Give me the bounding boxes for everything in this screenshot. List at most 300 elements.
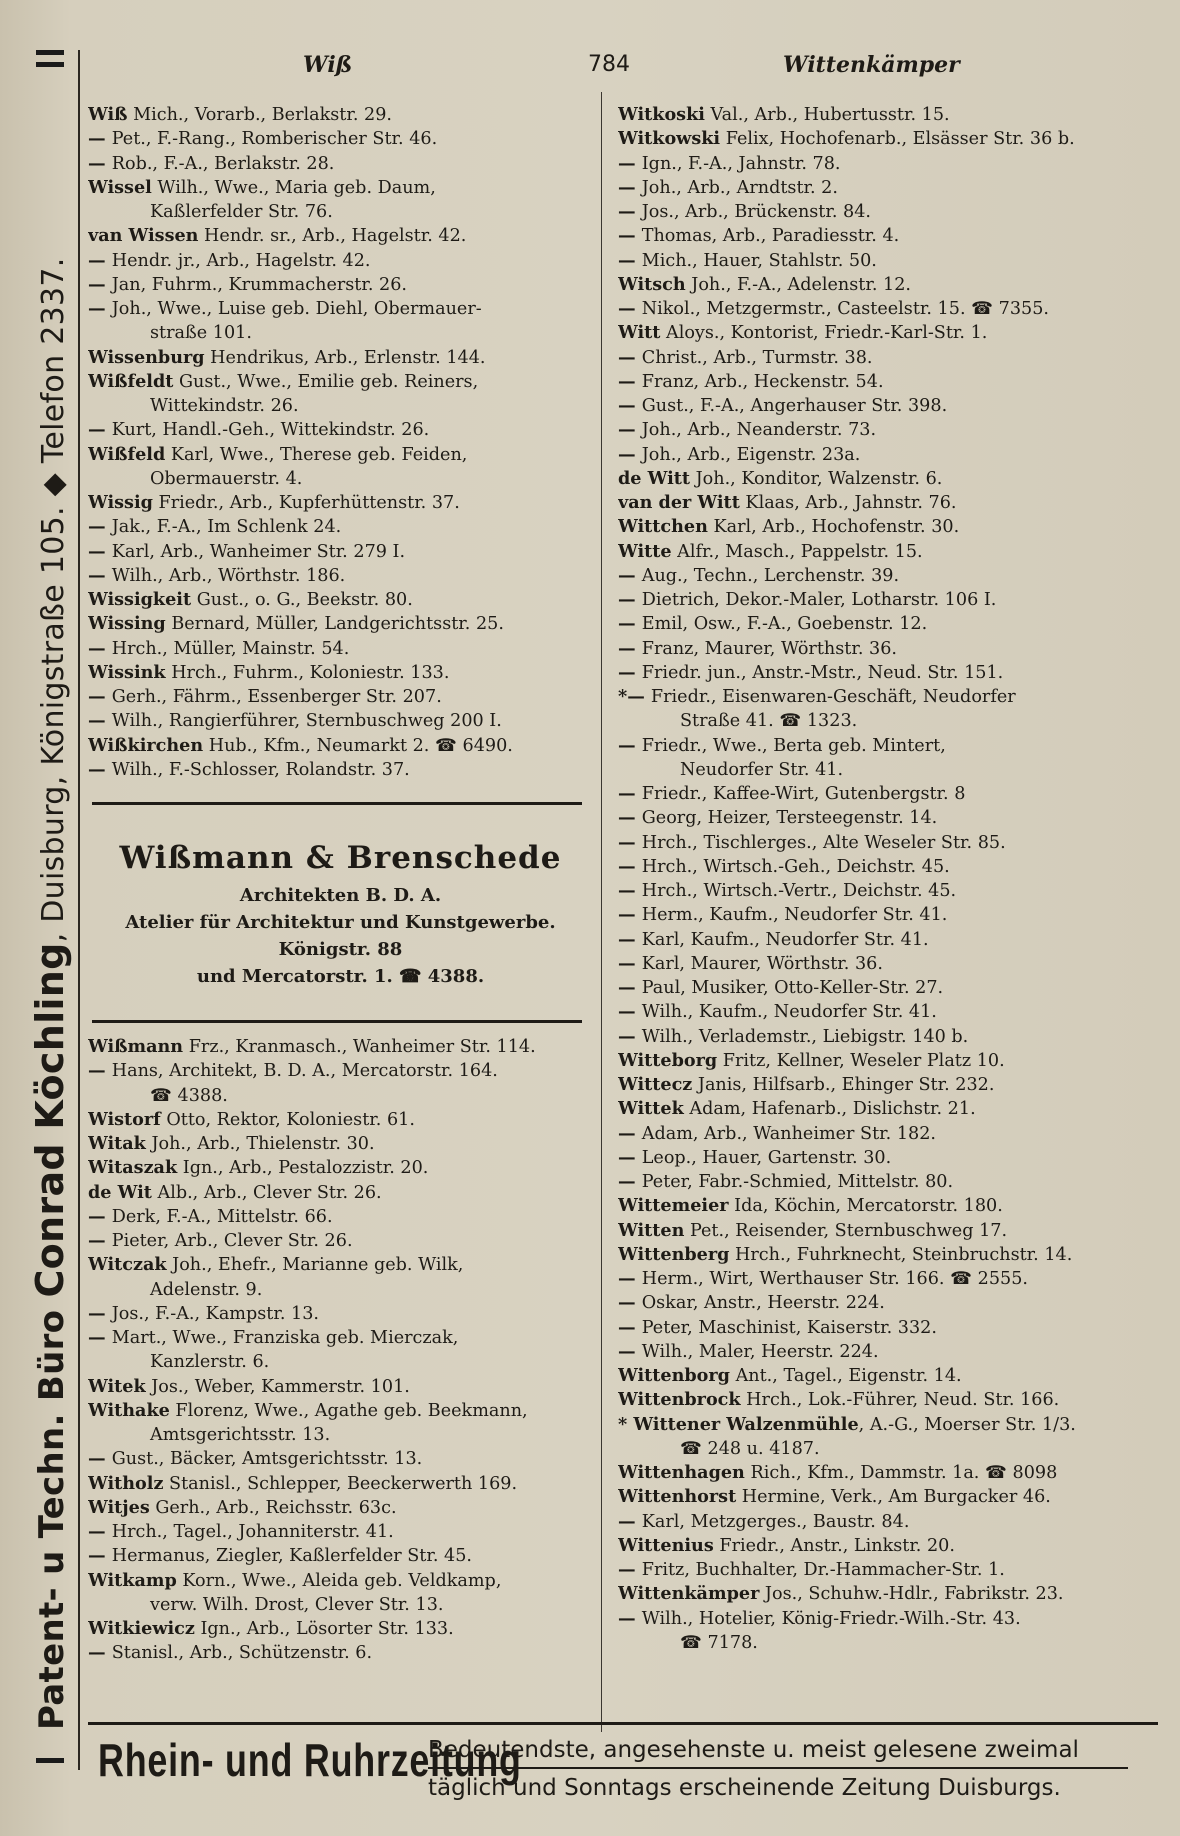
entry-surname: Witaszak: [88, 1157, 178, 1179]
entry-surname: —: [88, 419, 112, 441]
directory-entry: [618, 976, 1158, 1000]
directory-entry: [88, 152, 593, 176]
directory-entry: [618, 152, 1158, 176]
entry-surname: —: [618, 1316, 642, 1338]
directory-entry: [618, 952, 1158, 976]
entry-surname: —: [618, 1171, 642, 1192]
directory-entry-continuation: [88, 1084, 593, 1108]
directory-entry: [88, 612, 593, 636]
entry-details: Hrch., Tagel., Johanniterstr. 41.: [111, 1522, 394, 1542]
column-divider: [601, 92, 602, 1732]
entry-details: Paul, Musiker, Otto-Keller-Str. 27.: [641, 978, 944, 998]
directory-entry: [618, 1364, 1158, 1388]
entry-surname: Wissink: [88, 661, 166, 683]
entry-details: Adelenstr. 9.: [150, 1279, 263, 1300]
entry-surname: —: [618, 1292, 642, 1314]
left-column: [88, 103, 593, 1666]
right-entries: [618, 103, 1158, 1655]
ad-line: Atelier für Architektur und Kunstgewerbe.: [125, 911, 556, 933]
entry-surname: —: [618, 637, 642, 659]
entry-surname: Wißfeldt: [88, 370, 174, 392]
left-entries-bottom: [88, 1035, 593, 1666]
directory-entry: [618, 1170, 1158, 1194]
entry-details: Obermauerstr. 4.: [150, 468, 303, 489]
directory-entry-continuation: [88, 394, 593, 418]
entry-surname: Witkoski: [618, 104, 705, 125]
directory-entry: [88, 103, 593, 127]
entry-details: Stanisl., Schlepper, Beeckerwerth 169.: [163, 1473, 518, 1494]
directory-entry: [618, 734, 1158, 758]
sidebar-ad-text: [28, 257, 72, 1730]
sidebar-divider: [78, 50, 80, 1770]
directory-entry: [88, 1520, 593, 1544]
entry-surname: —: [618, 249, 642, 271]
entry-surname: —: [618, 807, 642, 829]
entry-surname: Wißfeld: [88, 443, 166, 465]
entry-details: Wilh., Arb., Wörthstr. 186.: [111, 565, 346, 586]
directory-entry: [88, 176, 593, 200]
entry-details: Hrch., Fuhrm., Koloniestr. 133.: [165, 662, 450, 683]
entry-details: Thomas, Arb., Paradiesstr. 4.: [641, 226, 900, 247]
entry-details: Straße 41. ☎ 1323.: [680, 711, 858, 732]
entry-details: Hrch., Wirtsch.-Geh., Deichstr. 45.: [641, 856, 950, 877]
newspaper-description: [428, 1733, 1128, 1805]
directory-entry-continuation: [88, 200, 593, 224]
directory-entry: [618, 806, 1158, 830]
entry-surname: —: [618, 419, 642, 441]
entry-details: Hrch., Tischlerges., Alte Weseler Str. 85.: [641, 832, 1006, 853]
entry-surname: —: [88, 128, 112, 150]
directory-entry: [618, 612, 1158, 636]
directory-entry: [88, 1253, 593, 1277]
directory-entry-continuation: [618, 709, 1158, 733]
entry-surname: —: [618, 1122, 642, 1144]
directory-entry: [88, 249, 593, 273]
entry-surname: Witte: [618, 540, 672, 562]
directory-entry: [618, 1388, 1158, 1412]
sidebar-ad-part1: Patent- u Techn. Büro: [32, 1297, 72, 1730]
entry-details: Friedr., Wwe., Berta geb. Mintert,: [641, 735, 946, 756]
directory-entry: [618, 1073, 1158, 1097]
entry-surname: —: [618, 1340, 642, 1362]
directory-entry: [88, 1641, 593, 1665]
directory-entry: [618, 1146, 1158, 1170]
entry-surname: Wittenius: [618, 1534, 714, 1556]
directory-entry: [88, 1108, 593, 1132]
entry-details: Hrch., Wirtsch.-Vertr., Deichstr. 45.: [641, 881, 957, 901]
directory-entry: [618, 1267, 1158, 1291]
entry-surname: Wissing: [88, 613, 166, 635]
entry-details: Franz, Maurer, Wörthstr. 36.: [641, 638, 897, 659]
entry-details: Hans, Architekt, B. D. A., Mercatorstr. 164.: [111, 1061, 498, 1082]
directory-entry: [88, 1229, 593, 1253]
directory-entry: [618, 467, 1158, 491]
entry-details: Gust., F.-A., Angerhauser Str. 398.: [641, 396, 948, 416]
entry-details: Fritz, Buchhalter, Dr.-Hammacher-Str. 1.: [641, 1560, 1005, 1580]
entry-surname: —: [618, 855, 642, 877]
directory-entry: [618, 491, 1158, 515]
entry-details: Franz, Arb., Heckenstr. 54.: [641, 371, 884, 392]
ad-title: Wißmann & Brenschede: [119, 839, 562, 876]
entry-details: Florenz, Wwe., Agathe geb. Beekmann,: [169, 1400, 528, 1421]
entry-details: Klaas, Arb., Jahnstr. 76.: [739, 493, 957, 513]
entry-details: Ign., F.-A., Jahnstr. 78.: [641, 153, 841, 174]
entry-surname: —: [88, 564, 112, 586]
entry-details: Hendr. sr., Arb., Hagelstr. 42.: [198, 226, 467, 247]
directory-entry: [88, 685, 593, 709]
directory-entry: [618, 394, 1158, 418]
entry-surname: —: [88, 686, 112, 707]
entry-details: Jak., F.-A., Im Schlenk 24.: [111, 517, 342, 538]
entry-details: verw. Wilh. Drost, Clever Str. 13.: [150, 1594, 444, 1615]
header-last-name: Wittenkämper: [783, 52, 960, 78]
entry-details: Kurt, Handl.-Geh., Wittekindstr. 26.: [111, 420, 430, 441]
entry-details: Friedr., Anstr., Linkstr. 20.: [713, 1535, 955, 1556]
directory-entry: [88, 540, 593, 564]
directory-entry: [618, 1122, 1158, 1146]
entry-details: Joh., Arb., Thielenstr. 30.: [145, 1134, 375, 1154]
entry-surname: * Wittener Walzenmühle: [618, 1413, 859, 1435]
directory-entry: [618, 1097, 1158, 1121]
entry-details: Wilh., Rangierführer, Sternbuschweg 200 I.: [111, 711, 502, 732]
directory-entry: [88, 734, 593, 758]
directory-entry-continuation: [88, 1423, 593, 1447]
entry-surname: —: [618, 589, 642, 610]
directory-entry: [618, 200, 1158, 224]
directory-entry: [88, 491, 593, 515]
entry-surname: Witkiewicz: [88, 1618, 195, 1639]
sidebar-ad-company: Conrad Köchling: [28, 942, 72, 1298]
entry-surname: Wistorf: [88, 1108, 161, 1130]
entry-details: Oskar, Anstr., Heerstr. 224.: [641, 1293, 885, 1314]
entry-details: Derk, F.-A., Mittelstr. 66.: [111, 1206, 333, 1227]
entry-details: Val., Arb., Hubertusstr. 15.: [704, 105, 950, 125]
directory-entry: [618, 685, 1158, 709]
entry-details: Joh., Wwe., Luise geb. Diehl, Obermauer-: [111, 299, 482, 319]
entry-details: Pet., Reisender, Sternbuschweg 17.: [684, 1220, 1008, 1241]
entry-details: Kanzlerstr. 6.: [150, 1352, 270, 1373]
entry-details: Hrch., Fuhrknecht, Steinbruchstr. 14.: [729, 1244, 1073, 1265]
entry-surname: de Witt: [618, 467, 691, 489]
entry-surname: van der Witt: [618, 492, 740, 513]
directory-entry: [618, 903, 1158, 927]
entry-surname: —: [88, 516, 112, 538]
entry-details: Alb., Arb., Clever Str. 26.: [151, 1182, 382, 1203]
entry-details: Mich., Hauer, Stahlstr. 50.: [641, 250, 877, 271]
entry-details: Adam, Hafenarb., Dislichstr. 21.: [683, 1099, 976, 1120]
entry-details: Hrch., Müller, Mainstr. 54.: [111, 638, 350, 659]
entry-details: Wilh., Verlademstr., Liebigstr. 140 b.: [641, 1026, 969, 1047]
directory-entry: [618, 879, 1158, 903]
entry-surname: —: [88, 1230, 112, 1251]
entry-details: Emil, Osw., F.-A., Goebenstr. 12.: [641, 614, 928, 635]
directory-entry: [618, 1510, 1158, 1534]
entry-surname: —: [618, 831, 642, 853]
entry-details: Jos., Weber, Kammerstr. 101.: [145, 1376, 410, 1397]
entry-details: Kaßlerfelder Str. 76.: [150, 202, 333, 222]
directory-entry: [618, 564, 1158, 588]
directory-entry: [618, 1461, 1158, 1485]
entry-details: Felix, Hochofenarb., Elsässer Str. 36 b.: [720, 129, 1075, 150]
entry-details: Friedr., Arb., Kupferhüttenstr. 37.: [152, 493, 460, 513]
ad-line: und Mercatorstr. 1. ☎ 4388.: [196, 965, 485, 987]
entry-surname: Wissig: [88, 492, 153, 513]
entry-surname: —: [618, 443, 642, 465]
entry-surname: Wissenburg: [88, 346, 205, 368]
entry-surname: —: [88, 1060, 112, 1082]
directory-entry-continuation: [88, 467, 593, 491]
directory-entry: [88, 224, 593, 248]
entry-details: Joh., Arb., Eigenstr. 23a.: [641, 444, 861, 465]
directory-entry: [618, 1316, 1158, 1340]
directory-entry: [618, 321, 1158, 345]
entry-surname: —: [618, 880, 642, 901]
entry-surname: Wittemeier: [618, 1195, 729, 1217]
entry-surname: Witak: [88, 1133, 146, 1154]
directory-entry: [618, 273, 1158, 297]
entry-surname: —: [88, 637, 112, 659]
directory-entry: [88, 1132, 593, 1156]
directory-entry: [618, 928, 1158, 952]
entry-surname: —: [88, 298, 112, 319]
entry-surname: Wittenbrock: [618, 1389, 741, 1411]
entry-surname: Wiß: [88, 104, 128, 125]
directory-entry: [88, 515, 593, 539]
directory-entry: [618, 249, 1158, 273]
directory-entry: [88, 1326, 593, 1350]
entry-details: Rich., Kfm., Dammstr. 1a. ☎ 8098: [744, 1463, 1058, 1483]
entry-details: Joh., F.-A., Adelenstr. 12.: [685, 274, 911, 295]
entry-details: Friedr., Eisenwaren-Geschäft, Neudorfer: [650, 687, 1016, 707]
entry-surname: Witsch: [618, 273, 686, 295]
directory-entry: [618, 1219, 1158, 1243]
entry-details: Peter, Maschinist, Kaiserstr. 332.: [641, 1317, 937, 1338]
directory-entry: [618, 297, 1158, 321]
entry-surname: —: [618, 564, 642, 586]
directory-entry: [88, 1059, 593, 1083]
directory-entry-continuation: [88, 1350, 593, 1374]
entry-surname: Wittek: [618, 1098, 684, 1120]
entry-details: Herm., Kaufm., Neudorfer Str. 41.: [641, 905, 948, 926]
entry-surname: —: [88, 758, 112, 780]
entry-surname: —: [88, 152, 112, 174]
directory-entry: [88, 1375, 593, 1399]
entry-surname: Wissigkeit: [88, 589, 192, 610]
entry-details: Jan, Fuhrm., Krummacherstr. 26.: [111, 274, 408, 295]
sidebar-rule: [36, 1758, 64, 1763]
entry-surname: —: [88, 540, 112, 562]
directory-entry: [88, 1544, 593, 1568]
entry-surname: Wittecz: [618, 1074, 693, 1095]
entry-surname: —: [88, 1302, 112, 1324]
entry-details: Pet., F.-Rang., Romberischer Str. 46.: [111, 129, 438, 150]
entry-surname: —: [618, 152, 642, 174]
entry-details: Amtsgerichtsstr. 13.: [150, 1425, 331, 1445]
directory-entry: [88, 1496, 593, 1520]
entry-details: Karl, Maurer, Wörthstr. 36.: [641, 953, 883, 974]
entry-details: Wilh., F.-Schlosser, Rolandstr. 37.: [111, 759, 410, 780]
entry-details: Bernard, Müller, Landgerichtsstr. 25.: [165, 614, 504, 635]
entry-surname: Witteborg: [618, 1049, 718, 1071]
entry-details: Aug., Techn., Lerchenstr. 39.: [641, 565, 900, 586]
directory-entry-continuation: [618, 1631, 1158, 1655]
entry-details: Gust., Bäcker, Amtsgerichtsstr. 13.: [111, 1449, 423, 1470]
entry-surname: Withake: [88, 1399, 170, 1421]
entry-details: Wilh., Hotelier, König-Friedr.-Wilh.-Str. 43.: [641, 1608, 1021, 1629]
entry-details: ☎ 4388.: [150, 1085, 228, 1106]
entry-surname: Witjes: [88, 1496, 150, 1518]
entry-details: Gust., Wwe., Emilie geb. Reiners,: [173, 371, 479, 392]
entry-details: Georg, Heizer, Tersteegenstr. 14.: [641, 808, 938, 829]
entry-details: Mich., Vorarb., Berlakstr. 29.: [127, 105, 392, 125]
directory-entry: [618, 370, 1158, 394]
entry-surname: Wittenberg: [618, 1243, 730, 1265]
entry-details: Karl, Arb., Hochofenstr. 30.: [707, 517, 960, 538]
entry-details: Herm., Wirt, Werthauser Str. 166. ☎ 2555.: [641, 1269, 1028, 1289]
entry-details: Christ., Arb., Turmstr. 38.: [641, 347, 873, 368]
directory-entry: [618, 1485, 1158, 1509]
entry-surname: Wißmann: [88, 1036, 184, 1057]
entry-details: , A.-G., Moerser Str. 1/3.: [858, 1414, 1076, 1435]
entry-details: Joh., Arb., Arndtstr. 2.: [641, 177, 838, 198]
directory-entry: [618, 176, 1158, 200]
entry-surname: —: [88, 1521, 112, 1542]
directory-entry: [618, 1291, 1158, 1315]
entry-surname: —: [88, 273, 112, 295]
entry-surname: Witek: [88, 1375, 146, 1397]
entry-details: Gerh., Arb., Reichsstr. 63c.: [149, 1497, 397, 1518]
directory-entry: [88, 1156, 593, 1180]
entry-details: Karl, Kaufm., Neudorfer Str. 41.: [641, 929, 929, 950]
directory-entry: [88, 1035, 593, 1059]
entry-surname: —: [618, 904, 642, 926]
entry-details: Wittekindstr. 26.: [150, 396, 299, 416]
entry-surname: de Wit: [88, 1181, 152, 1203]
entry-details: Karl, Arb., Wanheimer Str. 279 I.: [111, 541, 406, 562]
entry-details: Ida, Köchin, Mercatorstr. 180.: [728, 1196, 1003, 1217]
entry-details: Jos., Schuhw.-Hdlr., Fabrikstr. 23.: [759, 1584, 1064, 1605]
directory-entry-continuation: [88, 1278, 593, 1302]
entry-details: Gust., o. G., Beekstr. 80.: [191, 590, 413, 610]
entry-surname: —: [88, 1545, 112, 1567]
directory-entry: [88, 1399, 593, 1423]
directory-entry: [88, 418, 593, 442]
entry-surname: —: [618, 783, 642, 804]
entry-details: Karl, Metzgerges., Baustr. 84.: [641, 1511, 910, 1532]
entry-surname: Wittenhorst: [618, 1486, 737, 1508]
directory-entry: [618, 418, 1158, 442]
entry-details: Ign., Arb., Lösorter Str. 133.: [194, 1619, 454, 1639]
directory-entry: [618, 1025, 1158, 1049]
entry-details: Wilh., Wwe., Maria geb. Daum,: [151, 177, 436, 198]
directory-entry: [88, 1205, 593, 1229]
directory-entry: [88, 1569, 593, 1593]
left-entries-top: [88, 103, 593, 782]
entry-surname: Wissel: [88, 176, 152, 198]
newspaper-desc-line2: täglich und Sonntags erscheinende Zeitung Duisburgs.: [428, 1767, 1128, 1805]
directory-entry: [618, 1000, 1158, 1024]
directory-entry: [88, 297, 593, 321]
directory-entry: [618, 103, 1158, 127]
entry-surname: —: [618, 346, 642, 368]
entry-details: Stanisl., Arb., Schützenstr. 6.: [111, 1643, 373, 1664]
entry-details: Hermanus, Ziegler, Kaßlerfelder Str. 45.: [111, 1546, 473, 1567]
directory-entry: [618, 1607, 1158, 1631]
directory-entry: [618, 346, 1158, 370]
directory-entry: [618, 1049, 1158, 1073]
directory-entry: [88, 1447, 593, 1471]
directory-entry: [618, 588, 1158, 612]
entry-surname: —: [618, 734, 642, 756]
entry-surname: —: [618, 1510, 642, 1532]
ad-line: Königstr. 88: [278, 938, 403, 960]
entry-surname: Wittenborg: [618, 1365, 730, 1386]
sidebar-ad-address: , Duisburg, Königstraße 105. ◆ Telefon 2337.: [36, 257, 71, 943]
entry-details: straße 101.: [150, 323, 252, 344]
directory-entry: [88, 661, 593, 685]
entry-surname: —: [618, 370, 642, 392]
directory-entry: [618, 515, 1158, 539]
right-column: [618, 103, 1158, 1655]
directory-entry: [618, 831, 1158, 855]
entry-details: Neudorfer Str. 41.: [680, 759, 844, 780]
entry-details: Friedr. jun., Anstr.-Mstr., Neud. Str. 151.: [641, 662, 1004, 683]
entry-details: Joh., Ehefr., Marianne geb. Wilk,: [166, 1255, 464, 1276]
entry-details: Fritz, Kellner, Weseler Platz 10.: [717, 1050, 1005, 1071]
entry-surname: —: [618, 1001, 642, 1023]
entry-details: Joh., Konditor, Walzenstr. 6.: [690, 468, 943, 489]
entry-surname: —: [88, 1642, 112, 1664]
entry-surname: Witt: [618, 322, 661, 344]
entry-surname: —: [618, 298, 642, 319]
sidebar-rule: [36, 50, 64, 55]
sidebar-advertisement: [18, 50, 78, 1770]
entry-surname: Witten: [618, 1219, 685, 1241]
directory-entry: [88, 127, 593, 151]
entry-surname: —: [618, 1146, 642, 1168]
entry-surname: van Wissen: [88, 225, 199, 247]
entry-details: Karl, Wwe., Therese geb. Feiden,: [165, 444, 468, 465]
entry-surname: —: [88, 1448, 112, 1470]
directory-entry: [618, 855, 1158, 879]
directory-entry: [88, 709, 593, 733]
entry-details: Gerh., Fährm., Essenberger Str. 207.: [111, 687, 442, 707]
directory-entry: [618, 127, 1158, 151]
entry-surname: —: [618, 225, 642, 247]
directory-entry: [618, 1194, 1158, 1218]
entry-details: Dietrich, Dekor.-Maler, Lotharstr. 106 I.: [641, 590, 997, 610]
entry-surname: —: [618, 952, 642, 974]
entry-surname: Wittenhagen: [618, 1462, 745, 1483]
entry-details: Jos., Arb., Brückenstr. 84.: [641, 202, 872, 222]
directory-entry: [618, 782, 1158, 806]
entry-surname: Witholz: [88, 1472, 164, 1494]
directory-entry: [88, 273, 593, 297]
entry-details: ☎ 248 u. 4187.: [680, 1438, 820, 1459]
entry-details: Ant., Tagel., Eigenstr. 14.: [729, 1366, 962, 1386]
directory-entry: [618, 1413, 1158, 1437]
directory-entry: [618, 540, 1158, 564]
directory-entry-continuation: [618, 758, 1158, 782]
entry-surname: —: [618, 395, 642, 416]
entry-surname: *—: [618, 686, 651, 707]
entry-details: Ign., Arb., Pestalozzistr. 20.: [177, 1158, 429, 1179]
entry-surname: —: [618, 1025, 642, 1047]
entry-surname: —: [618, 928, 642, 950]
ad-bottom-rule: [92, 1020, 582, 1023]
newspaper-advertisement: [88, 1722, 1158, 1825]
directory-entry-continuation: [618, 1437, 1158, 1461]
